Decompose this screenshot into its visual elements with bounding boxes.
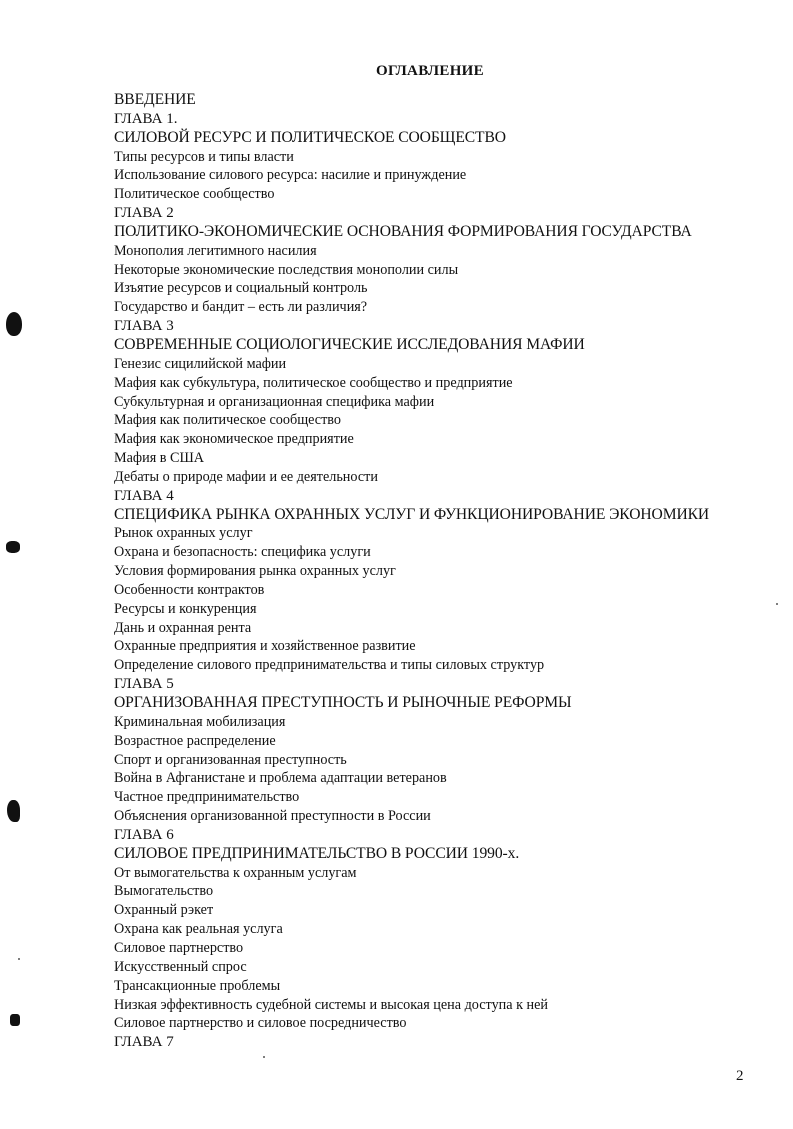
toc-item: Охрана как реальная услуга (114, 921, 283, 938)
toc-item: Особенности контрактов (114, 581, 265, 598)
toc-item: Силовое партнерство (114, 939, 244, 956)
toc-chapter-label: ГЛАВА 7 (114, 1034, 174, 1051)
toc-item: Государство и бандит – есть ли различия? (114, 299, 368, 316)
scan-blot (6, 312, 22, 336)
scan-blot (7, 800, 20, 822)
toc-item: Возрастное распределение (114, 732, 276, 749)
toc-item: Искусственный спрос (114, 958, 247, 975)
toc-item: Война в Афганистане и проблема адаптации ветеранов (114, 770, 447, 787)
page-number: 2 (736, 1068, 744, 1084)
toc-chapter-label: ГЛАВА 3 (114, 318, 174, 335)
toc-chapter-label: ГЛАВА 5 (114, 676, 174, 693)
toc-item: Частное предпринимательство (114, 789, 300, 806)
toc-item: Генезис сицилийской мафии (114, 355, 287, 372)
toc-item: Дебаты о природе мафии и ее деятельности (114, 468, 378, 485)
page-title: ОГЛАВЛЕНИЕ (376, 63, 484, 79)
toc-item: Объяснения организованной преступности в России (114, 808, 431, 825)
toc-heading: ПОЛИТИКО-ЭКОНОМИЧЕСКИЕ ОСНОВАНИЯ ФОРМИРОВАНИЯ ГОСУДАРСТВА (114, 222, 692, 240)
toc-item: Мафия как экономическое предприятие (114, 431, 354, 448)
toc-item: Мафия в США (114, 450, 205, 467)
toc-item: Спорт и организованная преступность (114, 751, 347, 768)
toc-item: Трансакционные проблемы (114, 977, 281, 994)
scan-blot (6, 541, 20, 553)
toc-item: Мафия как субкультура, политическое сообщество и предприятие (114, 374, 513, 391)
toc-item: Силовое партнерство и силовое посредничество (114, 1015, 407, 1032)
toc-chapter-label: ГЛАВА 2 (114, 205, 174, 222)
scan-blot (10, 1014, 20, 1026)
toc-chapter-label: ГЛАВА 4 (114, 487, 174, 504)
toc-item: Некоторые экономические последствия монополии силы (114, 261, 459, 278)
toc-item: Криминальная мобилизация (114, 713, 286, 730)
scan-speck (776, 603, 778, 605)
toc-item: Использование силового ресурса: насилие и принуждение (114, 167, 467, 184)
toc-item: Охранные предприятия и хозяйственное развитие (114, 638, 416, 655)
toc-item: От вымогательства к охранным услугам (114, 864, 357, 881)
toc-chapter-label: ГЛАВА 6 (114, 826, 174, 843)
toc-heading: СОВРЕМЕННЫЕ СОЦИОЛОГИЧЕСКИЕ ИССЛЕДОВАНИЯ МАФИИ (114, 335, 585, 353)
toc-item: Ресурсы и конкуренция (114, 600, 257, 617)
toc-item: Политическое сообщество (114, 186, 275, 203)
toc-item: Низкая эффективность судебной системы и высокая цена доступа к ней (114, 996, 549, 1013)
toc-heading: ВВЕДЕНИЕ (114, 91, 196, 108)
toc-heading: СИЛОВОЙ РЕСУРС И ПОЛИТИЧЕСКОЕ СООБЩЕСТВО (114, 128, 506, 146)
table-of-contents (114, 91, 784, 1052)
toc-item: Субкультурная и организационная специфика мафии (114, 393, 435, 410)
toc-item: Охранный рэкет (114, 902, 214, 919)
toc-item: Охрана и безопасность: специфика услуги (114, 544, 371, 561)
toc-heading: СПЕЦИФИКА РЫНКА ОХРАННЫХ УСЛУГ И ФУНКЦИОНИРОВАНИЕ ЭКОНОМИКИ (114, 505, 710, 523)
toc-item: Дань и охранная рента (114, 619, 252, 636)
toc-item: Типы ресурсов и типы власти (114, 148, 294, 165)
scan-speck (263, 1056, 265, 1058)
toc-item: Условия формирования рынка охранных услуг (114, 563, 396, 580)
toc-item: Мафия как политическое сообщество (114, 412, 341, 429)
toc-item: Определение силового предпринимательства и типы силовых структур (114, 657, 545, 674)
toc-item: Вымогательство (114, 883, 214, 900)
toc-heading: ОРГАНИЗОВАННАЯ ПРЕСТУПНОСТЬ И РЫНОЧНЫЕ РЕФОРМЫ (114, 694, 572, 711)
scan-speck (18, 958, 20, 960)
toc-item: Монополия легитимного насилия (114, 242, 317, 259)
toc-item: Изъятие ресурсов и социальный контроль (114, 280, 368, 297)
toc-heading: СИЛОВОЕ ПРЕДПРИНИМАТЕЛЬСТВО В РОССИИ 1990-х. (114, 844, 520, 862)
toc-item: Рынок охранных услуг (114, 525, 253, 542)
toc-chapter-label: ГЛАВА 1. (114, 110, 178, 127)
